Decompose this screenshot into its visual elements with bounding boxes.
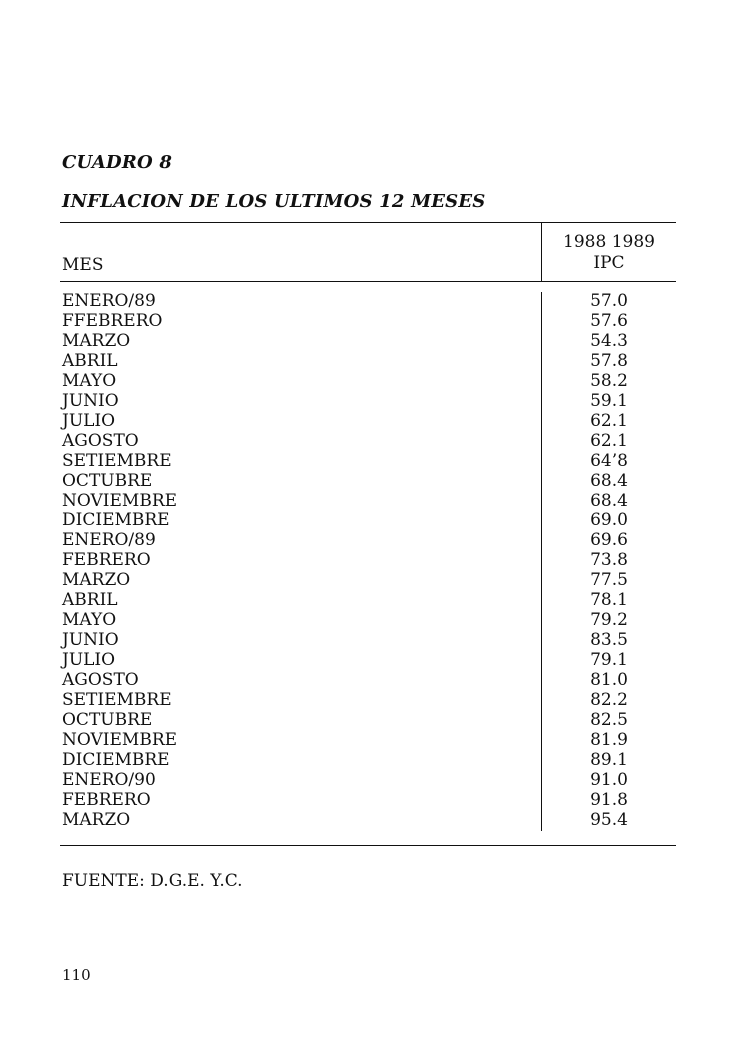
table-row-ipc: 81.9	[590, 729, 628, 750]
table-row-mes: JUNIO	[62, 390, 119, 411]
table-row-ipc: 91.8	[590, 789, 628, 810]
table-row-ipc: 68.4	[590, 490, 628, 511]
table-row-mes: MAYO	[62, 610, 117, 631]
table-row-mes: ENERO/89	[62, 530, 156, 551]
source-note: FUENTE: D.G.E. Y.C.	[62, 871, 243, 891]
table-row-mes: MARZO	[62, 330, 131, 351]
table-row-ipc: 89.1	[590, 749, 628, 770]
table-row-ipc: 68.4	[590, 470, 628, 491]
table-body	[60, 282, 676, 845]
table-row-ipc: 57.6	[590, 310, 628, 331]
table-row-ipc: 73.8	[590, 550, 628, 571]
table-row-ipc: 82.2	[590, 690, 628, 711]
table-row-mes: JULIO	[62, 410, 116, 431]
table-row-ipc: 79.1	[590, 650, 628, 671]
table-row-mes: DICIEMBRE	[62, 510, 170, 531]
table-row-ipc: 82.5	[590, 710, 628, 731]
table-row-mes: NOVIEMBRE	[62, 729, 178, 750]
table-number: CUADRO 8	[62, 152, 173, 173]
table-row-ipc: 54.3	[590, 330, 628, 351]
table-row-mes: AGOSTO	[62, 430, 139, 451]
table-row-ipc: 78.1	[590, 590, 628, 611]
table-row-mes: NOVIEMBRE	[62, 490, 178, 511]
table-row-mes: JUNIO	[62, 630, 119, 651]
table-row-mes: ABRIL	[62, 350, 118, 371]
header-mes: MES	[62, 255, 104, 275]
table-row-mes: FEBRERO	[62, 550, 151, 571]
table-row-ipc: 91.0	[590, 769, 628, 790]
table-row-ipc: 69.0	[590, 510, 628, 531]
ipc-column	[541, 292, 676, 831]
table-row-ipc: 64’8	[590, 450, 628, 471]
table-row-mes: FEBRERO	[62, 789, 151, 810]
table-row-ipc: 69.6	[590, 530, 628, 551]
mes-column	[60, 292, 541, 831]
table-row-ipc: 77.5	[590, 570, 628, 591]
table-row-ipc: 57.0	[590, 291, 628, 311]
table-row-mes: ENERO/90	[62, 769, 156, 790]
table-row-ipc: 79.2	[590, 610, 628, 631]
page-number: 110	[62, 966, 91, 984]
table-row-mes: FFEBRERO	[62, 310, 163, 331]
table-row-ipc: 81.0	[590, 670, 628, 691]
table-row-ipc: 62.1	[590, 410, 628, 431]
inflation-table	[60, 222, 676, 846]
table-row-ipc: 58.2	[590, 370, 628, 391]
table-row-mes: MARZO	[62, 809, 131, 830]
table-header	[60, 223, 676, 282]
header-years: 1988 1989	[563, 232, 655, 252]
table-title: INFLACION DE LOS ULTIMOS 12 MESES	[62, 191, 486, 212]
table-row-mes: MARZO	[62, 570, 131, 591]
table-row-mes: DICIEMBRE	[62, 749, 170, 770]
table-row-mes: JULIO	[62, 650, 116, 671]
table-row-mes: OCTUBRE	[62, 710, 153, 731]
table-row-mes: MAYO	[62, 370, 117, 391]
table-row-ipc: 62.1	[590, 430, 628, 451]
table-row-mes: ENERO/89	[62, 291, 156, 311]
table-row-mes: ABRIL	[62, 590, 118, 611]
table-row-ipc: 95.4	[590, 809, 628, 830]
header-ipc-label: IPC	[593, 253, 625, 273]
table-row-mes: OCTUBRE	[62, 470, 153, 491]
table-row-mes: SETIEMBRE	[62, 450, 172, 471]
header-ipc	[541, 223, 676, 281]
table-row-ipc: 57.8	[590, 350, 628, 371]
table-row-mes: AGOSTO	[62, 670, 139, 691]
table-row-ipc: 59.1	[590, 390, 628, 411]
table-row-mes: SETIEMBRE	[62, 690, 172, 711]
table-row-ipc: 83.5	[590, 630, 628, 651]
